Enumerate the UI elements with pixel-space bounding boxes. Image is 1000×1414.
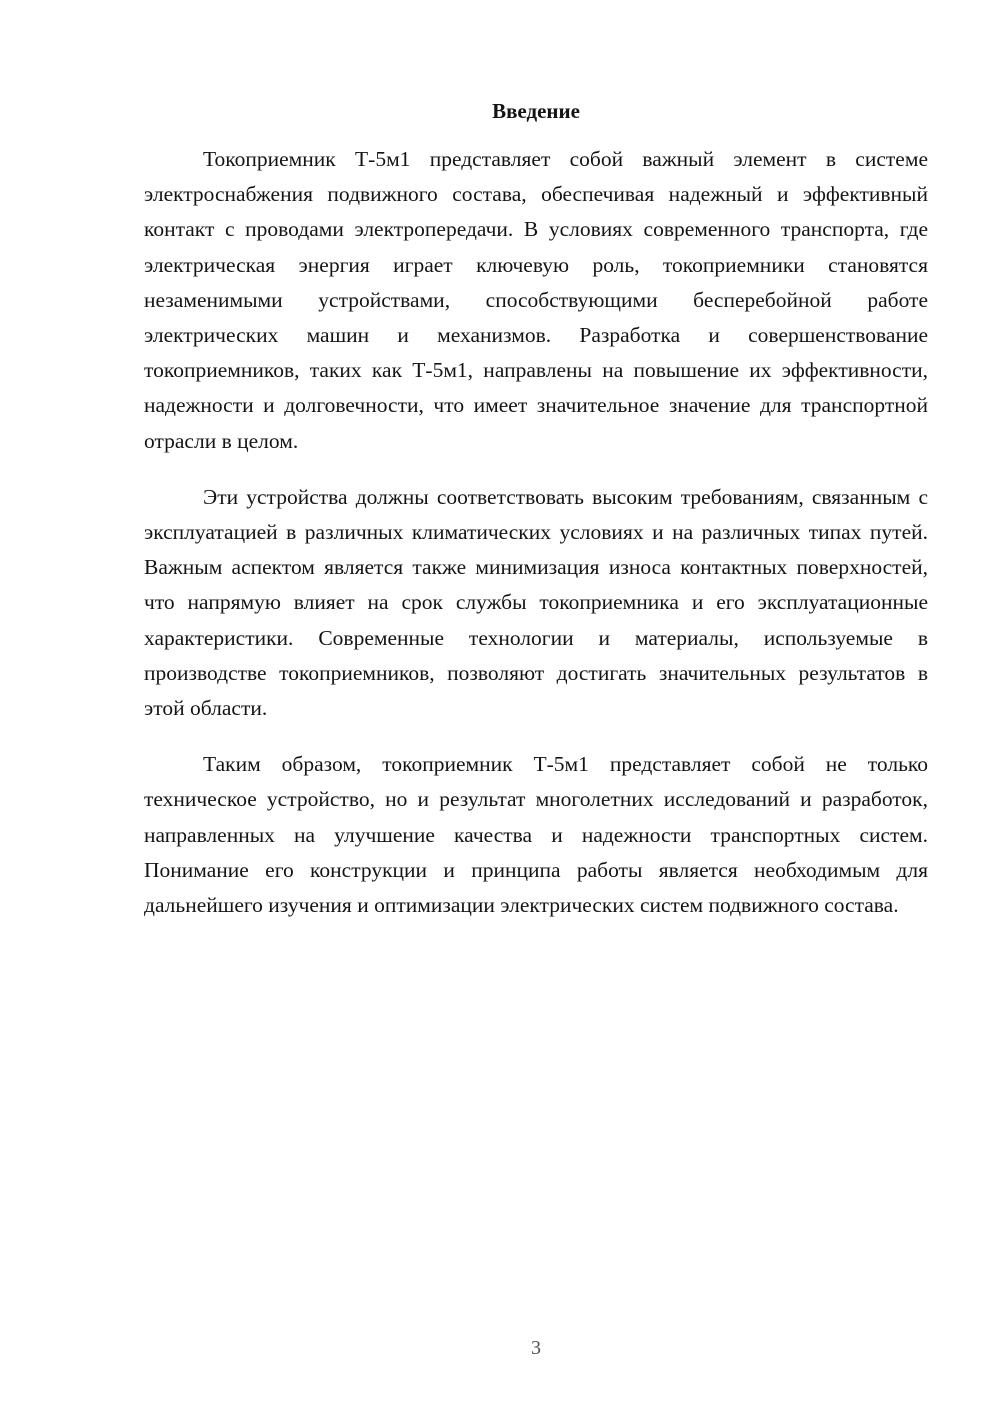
paragraph-3: Таким образом, токоприемник Т-5м1 представляет собой не только техническое устройство, но и результат многолетних исследований и разработок, направленных на улучшение качества и надежности транспортных систем. Понимание его конструкции и принципа работы является необходимым для дальнейшего изучения и оптимизации электрических систем подвижного состава. bbox=[144, 752, 928, 918]
paragraph-1: Токоприемник Т-5м1 представляет собой важный элемент в системе электроснабжения подвижного состава, обеспечивая надежный и эффективный контакт с проводами электропередачи. В условиях современного транспорта, где электрическая энергия играет ключевую роль, токоприемники становятся незаменимыми устройствами, способствующими бесперебойной работе электрических машин и механизмов. Разработка и совершенствование токоприемников, таких как Т-5м1, направлены на повышение их эффективности, надежности и долговечности, что имеет значительное значение для транспортной отрасли в целом. bbox=[144, 147, 928, 453]
paragraph-2: Эти устройства должны соответствовать высоким требованиям, связанным с эксплуатацией в различных климатических условиях и на различных типах путей. Важным аспектом является также минимизация износа контактных поверхностей, что напрямую влияет на срок службы токоприемника и его эксплуатационные характеристики. Современные технологии и материалы, используемые в производстве токоприемников, позволяют достигать значительных результатов в этой области. bbox=[144, 484, 928, 721]
page-number: 3 bbox=[531, 1337, 541, 1359]
page-content bbox=[144, 92, 928, 944]
section-title: Введение bbox=[492, 99, 580, 123]
